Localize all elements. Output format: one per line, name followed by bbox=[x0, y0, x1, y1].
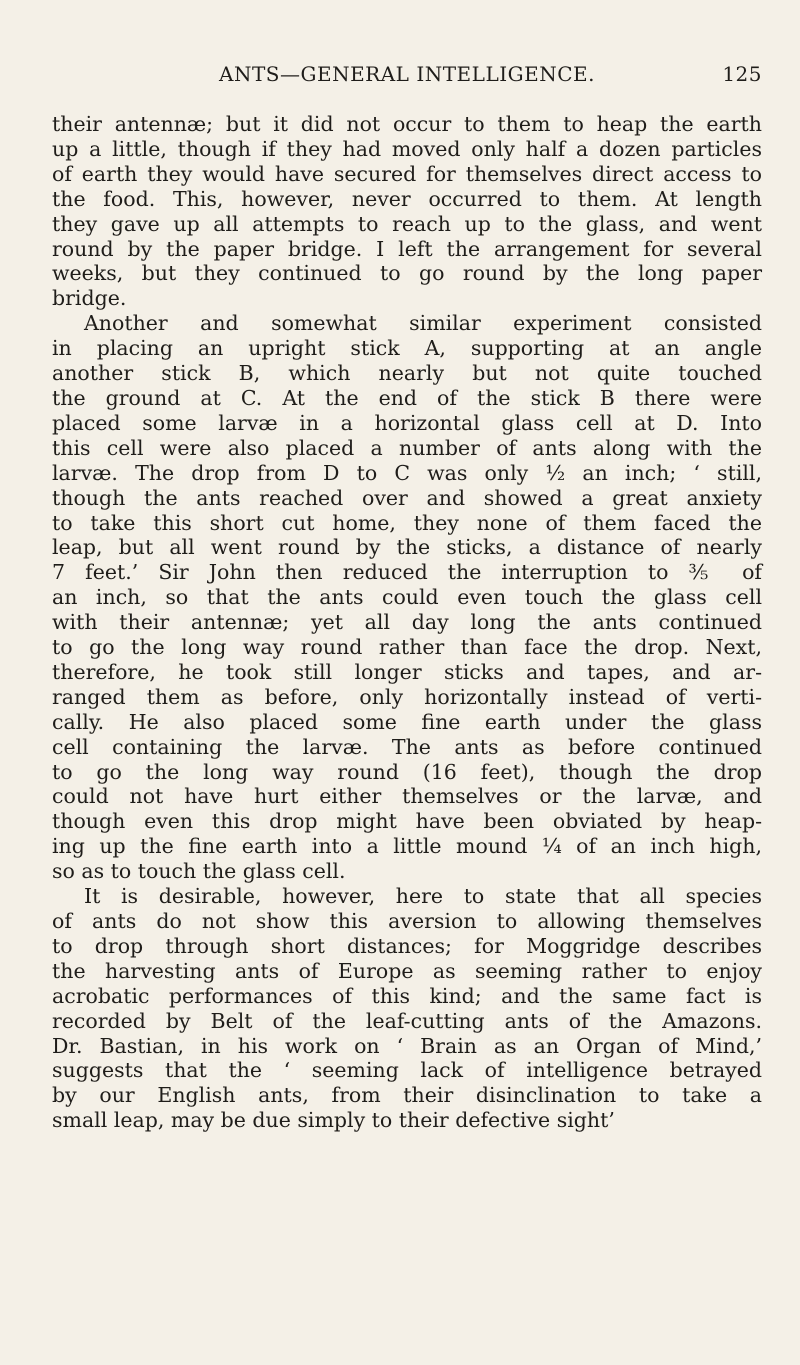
text-line: another stick B, which nearly but not quite touched bbox=[52, 361, 762, 386]
text-line: Dr. Bastian, in his work on ‘ Brain as an Organ of Mind,’ bbox=[52, 1033, 762, 1058]
text-line: It is desirable, however, here to state that all species bbox=[84, 884, 762, 909]
text-line: in placing an upright stick A, supporting at an angle bbox=[52, 336, 762, 361]
text-line: an inch, so that the ants could even touch the glass cell bbox=[52, 585, 762, 610]
text-line: therefore, he took still longer sticks and tapes, and ar- bbox=[52, 659, 762, 684]
running-title: ANTS—GENERAL INTELLIGENCE. bbox=[219, 62, 595, 86]
text-line: this cell were also placed a number of ants along with the bbox=[52, 435, 762, 460]
body-text bbox=[52, 112, 762, 1133]
text-line: larvæ. The drop from D to C was only ½ an inch; ‘ still, bbox=[52, 460, 762, 485]
text-line: the ground at C. At the end of the stick B there were bbox=[52, 385, 762, 410]
text-line: cally. He also placed some fine earth under the glass bbox=[52, 709, 762, 734]
text-line: of ants do not show this aversion to allowing themselves bbox=[52, 909, 762, 933]
running-head bbox=[52, 62, 762, 92]
text-line: though even this drop might have been obviated by heap- bbox=[52, 809, 762, 834]
text-line: to drop through short distances; for Moggridge describes bbox=[52, 933, 762, 958]
text-line: cell containing the larvæ. The ants as before continued bbox=[52, 734, 762, 759]
text-line: could not have hurt either themselves or the larvæ, and bbox=[52, 784, 762, 809]
text-line: though the ants reached over and showed a great anxiety bbox=[52, 485, 762, 510]
text-line: Another and somewhat similar experiment consisted bbox=[84, 311, 762, 336]
text-line: up a little, though if they had moved only half a dozen particles bbox=[52, 136, 762, 161]
text-line: with their antennæ; yet all day long the ants continued bbox=[52, 610, 762, 635]
text-line: ranged them as before, only horizontally instead of verti- bbox=[52, 684, 762, 709]
text-line: placed some larvæ in a horizontal glass cell at D. Into bbox=[52, 410, 762, 435]
text-line: small leap, may be due simply to their defective sight’ bbox=[52, 1108, 615, 1133]
text-line: to take this short cut home, they none of them faced the bbox=[52, 510, 762, 535]
text-line: to go the long way round rather than face the drop. Next, bbox=[52, 635, 762, 660]
text-line: the harvesting ants of Europe as seeming rather to enjoy bbox=[52, 958, 762, 983]
text-line: weeks, but they continued to go round by the long paper bbox=[52, 261, 762, 286]
paragraph-1 bbox=[52, 112, 762, 311]
text-line: so as to touch the glass cell. bbox=[52, 859, 346, 884]
paragraph-2 bbox=[52, 311, 762, 884]
text-line: acrobatic performances of this kind; and the same fact is bbox=[52, 983, 762, 1008]
page-number: 125 bbox=[722, 62, 762, 86]
text-line: of earth they would have secured for themselves direct access to bbox=[52, 161, 762, 186]
text-line: the food. This, however, never occurred to them. At length bbox=[52, 186, 762, 211]
text-line: leap, but all went round by the sticks, a distance of nearly bbox=[52, 535, 762, 560]
text-line: recorded by Belt of the leaf-cutting ants of the Amazons. bbox=[52, 1008, 762, 1033]
text-line: ing up the fine earth into a little mound ¼ of an inch high, bbox=[52, 834, 762, 859]
text-line: to go the long way round (16 feet), though the drop bbox=[52, 759, 762, 784]
text-line: they gave up all attempts to reach up to the glass, and went bbox=[52, 211, 762, 236]
paragraph-3 bbox=[52, 884, 762, 1133]
text-line: 7 feet.’ Sir John then reduced the interruption to ⅗ of bbox=[52, 560, 762, 585]
text-line: round by the paper bridge. I left the arrangement for several bbox=[52, 236, 762, 261]
text-line: by our English ants, from their disinclination to take a bbox=[52, 1083, 762, 1108]
text-line: their antennæ; but it did not occur to them to heap the earth bbox=[52, 112, 762, 136]
text-line: suggests that the ‘ seeming lack of intelligence betrayed bbox=[52, 1058, 762, 1083]
text-line: bridge. bbox=[52, 286, 127, 311]
